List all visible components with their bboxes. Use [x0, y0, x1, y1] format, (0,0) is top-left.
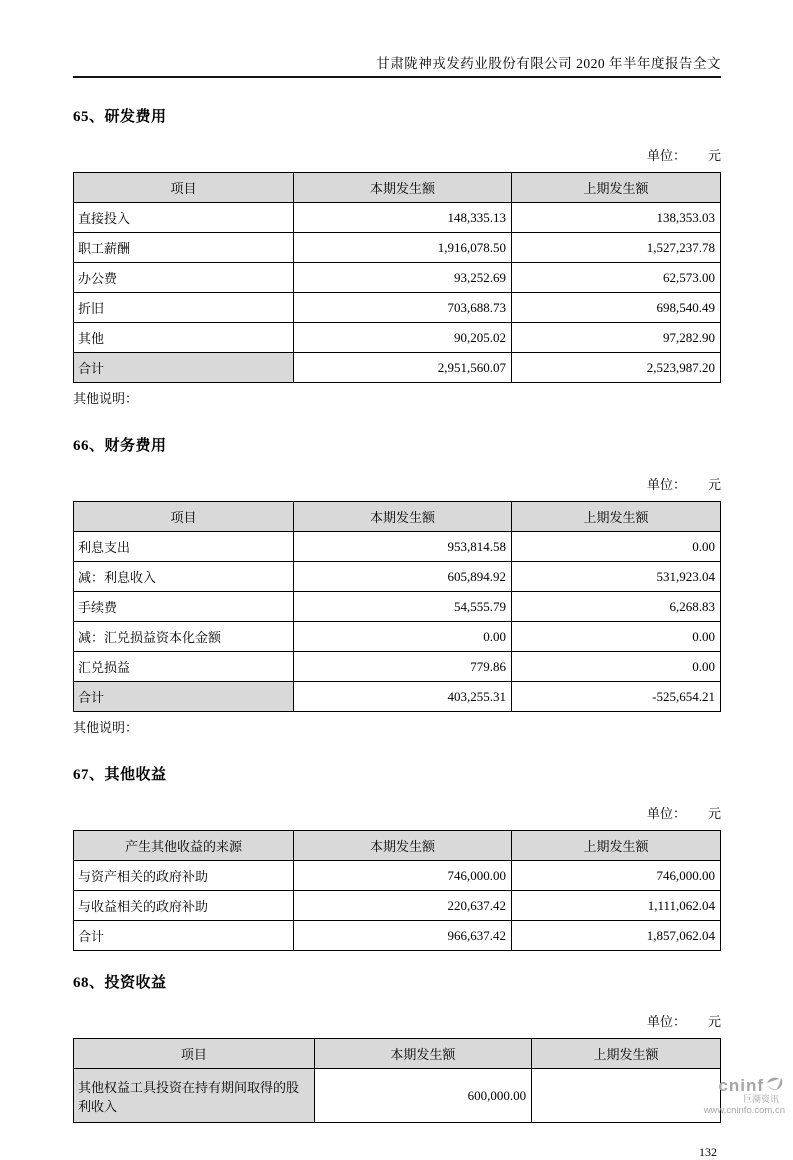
current-value-cell: 779.86	[293, 652, 511, 682]
previous-value-cell: 1,527,237.78	[512, 233, 721, 263]
current-value-cell: 1,916,078.50	[293, 233, 511, 263]
table-header-cell: 本期发生额	[293, 831, 511, 861]
previous-value-cell: -525,654.21	[512, 682, 721, 712]
current-value-cell: 966,637.42	[293, 921, 511, 951]
current-value-cell: 0.00	[293, 622, 511, 652]
previous-value-cell: 698,540.49	[512, 293, 721, 323]
row-label-cell: 汇兑损益	[74, 652, 294, 682]
table-header-cell: 项目	[74, 1039, 315, 1069]
report-header-title: 甘肃陇神戎发药业股份有限公司 2020 年半年度报告全文	[73, 0, 721, 78]
unit-label: 单位：	[646, 148, 686, 163]
unit-label: 单位：	[646, 806, 686, 821]
cninfo-brand-text: cninf	[718, 1076, 764, 1096]
row-label-cell: 与收益相关的政府补助	[74, 891, 294, 921]
section-heading-68: 68、投资收益	[73, 975, 167, 991]
row-label-cell: 减：利息收入	[74, 562, 294, 592]
previous-value-cell: 1,857,062.04	[512, 921, 721, 951]
table-row	[74, 1069, 721, 1123]
row-label-cell: 折旧	[74, 293, 294, 323]
cninfo-logo	[704, 1075, 785, 1116]
other-income-table	[73, 830, 721, 951]
unit-line	[73, 803, 721, 822]
section-heading-67: 67、其他收益	[73, 767, 167, 783]
previous-value-cell: 746,000.00	[512, 861, 721, 891]
table-row	[74, 652, 721, 682]
row-label-cell: 办公费	[74, 263, 294, 293]
total-row	[74, 682, 721, 712]
rd-expense-table	[73, 172, 721, 383]
table-header-cell: 上期发生额	[512, 502, 721, 532]
table-header-row	[74, 173, 721, 203]
table-row	[74, 233, 721, 263]
row-label-cell: 其他	[74, 323, 294, 353]
cninfo-site-url: www.cninfo.com.cn	[703, 1104, 785, 1116]
total-label-cell: 合计	[74, 682, 294, 712]
table-header-row	[74, 1039, 721, 1069]
current-value-cell: 746,000.00	[293, 861, 511, 891]
page-content	[73, 0, 721, 1160]
page-number: 132	[699, 1145, 717, 1159]
unit-line	[73, 474, 721, 493]
table-row	[74, 203, 721, 233]
table-header-cell: 项目	[74, 502, 294, 532]
row-label-cell: 利息支出	[74, 532, 294, 562]
table-row	[74, 532, 721, 562]
table-header-cell: 上期发生额	[532, 1039, 721, 1069]
row-label-cell: 其他权益工具投资在持有期间取得的股利收入	[74, 1069, 315, 1123]
finance-expense-table	[73, 501, 721, 712]
current-value-cell: 93,252.69	[293, 263, 511, 293]
table-header-cell: 上期发生额	[512, 831, 721, 861]
previous-value-cell: 0.00	[512, 622, 721, 652]
current-value-cell: 600,000.00	[314, 1069, 531, 1123]
table-header-cell: 上期发生额	[512, 173, 721, 203]
current-value-cell: 220,637.42	[293, 891, 511, 921]
previous-value-cell	[532, 1069, 721, 1123]
current-value-cell: 703,688.73	[293, 293, 511, 323]
previous-value-cell: 531,923.04	[512, 562, 721, 592]
unit-line	[73, 145, 721, 164]
unit-line	[73, 1011, 721, 1030]
current-value-cell: 403,255.31	[293, 682, 511, 712]
total-label-cell: 合计	[74, 921, 294, 951]
current-value-cell: 148,335.13	[293, 203, 511, 233]
other-note: 其他说明：	[73, 720, 139, 735]
current-value-cell: 953,814.58	[293, 532, 511, 562]
section-heading-65: 65、研发费用	[73, 109, 167, 125]
total-row	[74, 353, 721, 383]
total-row	[74, 921, 721, 951]
row-label-cell: 职工薪酬	[74, 233, 294, 263]
previous-value-cell: 1,111,062.04	[512, 891, 721, 921]
investment-income-table	[73, 1038, 721, 1123]
unit-value: 元	[707, 477, 721, 492]
cninfo-caption: 巨潮资讯	[742, 1093, 779, 1104]
table-header-cell: 本期发生额	[314, 1039, 531, 1069]
row-label-cell: 与资产相关的政府补助	[74, 861, 294, 891]
table-row	[74, 562, 721, 592]
table-header-row	[74, 831, 721, 861]
table-row	[74, 263, 721, 293]
previous-value-cell: 2,523,987.20	[512, 353, 721, 383]
table-row	[74, 592, 721, 622]
table-row	[74, 622, 721, 652]
row-label-cell: 手续费	[74, 592, 294, 622]
table-row	[74, 891, 721, 921]
table-header-cell: 项目	[74, 173, 294, 203]
current-value-cell: 54,555.79	[293, 592, 511, 622]
table-header-cell: 本期发生额	[293, 502, 511, 532]
previous-value-cell: 0.00	[512, 532, 721, 562]
table-header-cell: 本期发生额	[293, 173, 511, 203]
previous-value-cell: 6,268.83	[512, 592, 721, 622]
current-value-cell: 90,205.02	[293, 323, 511, 353]
unit-label: 单位：	[646, 1014, 686, 1029]
table-row	[74, 323, 721, 353]
unit-label: 单位：	[646, 477, 686, 492]
current-value-cell: 605,894.92	[293, 562, 511, 592]
other-note: 其他说明：	[73, 391, 139, 406]
section-heading-66: 66、财务费用	[73, 438, 167, 454]
row-label-cell: 减：汇兑损益资本化金额	[74, 622, 294, 652]
table-row	[74, 861, 721, 891]
current-value-cell: 2,951,560.07	[293, 353, 511, 383]
unit-value: 元	[707, 1014, 721, 1029]
total-label-cell: 合计	[74, 353, 294, 383]
table-header-cell: 产生其他收益的来源	[74, 831, 294, 861]
table-row	[74, 293, 721, 323]
table-header-row	[74, 502, 721, 532]
unit-value: 元	[707, 148, 721, 163]
previous-value-cell: 0.00	[512, 652, 721, 682]
row-label-cell: 直接投入	[74, 203, 294, 233]
unit-value: 元	[707, 806, 721, 821]
previous-value-cell: 138,353.03	[512, 203, 721, 233]
previous-value-cell: 62,573.00	[512, 263, 721, 293]
previous-value-cell: 97,282.90	[512, 323, 721, 353]
